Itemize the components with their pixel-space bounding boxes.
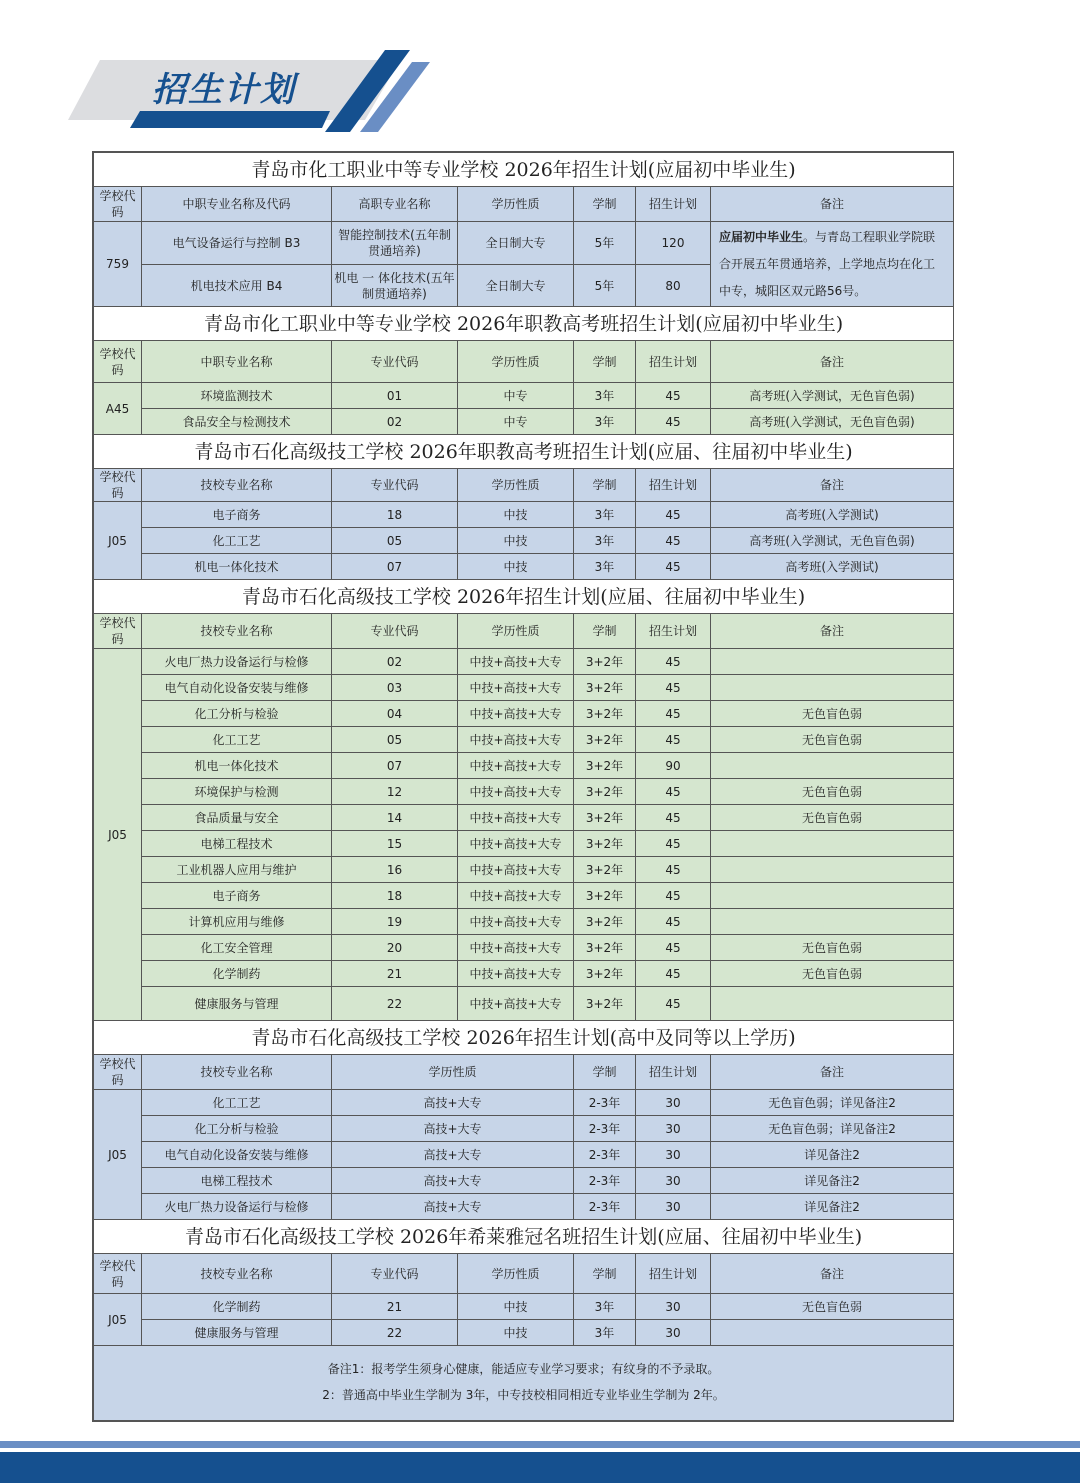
major-code: 14 (332, 805, 458, 831)
plan-count: 80 (636, 265, 711, 307)
major-name: 机电一体化技术 (142, 753, 332, 779)
remark: 无色盲色弱 (711, 779, 954, 805)
plan-count: 45 (636, 383, 711, 409)
major-name: 化工工艺 (142, 528, 332, 554)
duration: 5年 (574, 222, 636, 265)
col-header: 学制 (574, 341, 636, 383)
major-code: 07 (332, 753, 458, 779)
remark: 详见备注2 (711, 1194, 954, 1220)
table-row (94, 222, 954, 265)
major-name: 环境保护与检测 (142, 779, 332, 805)
col-header: 专业代码 (332, 469, 458, 502)
table-row (94, 1090, 954, 1116)
school-code: J05 (94, 1294, 142, 1346)
table-row (94, 701, 954, 727)
duration: 3+2年 (574, 857, 636, 883)
plan-count: 45 (636, 701, 711, 727)
footnotes (94, 1346, 954, 1421)
col-header: 学制 (574, 469, 636, 502)
duration: 3年 (574, 383, 636, 409)
remark (711, 831, 954, 857)
section-1 (94, 153, 954, 307)
plan-count: 45 (636, 554, 711, 580)
major-name: 火电厂热力设备运行与检修 (142, 649, 332, 675)
col-header: 学校代码 (94, 614, 142, 649)
major-code: 18 (332, 883, 458, 909)
higher-major: 智能控制技术(五年制贯通培养) (332, 222, 458, 265)
major-name: 电子商务 (142, 502, 332, 528)
table-row (94, 383, 954, 409)
major-code: 18 (332, 502, 458, 528)
table-row (94, 1320, 954, 1346)
plan-count: 30 (636, 1294, 711, 1320)
section-title: 青岛市化工职业中等专业学校 2026年职教高考班招生计划(应届初中毕业生) (94, 307, 954, 341)
remark: 高考班(入学测试，无色盲色弱) (711, 409, 954, 435)
table-row (94, 857, 954, 883)
major-code: 04 (332, 701, 458, 727)
duration: 3+2年 (574, 935, 636, 961)
duration: 2-3年 (574, 1116, 636, 1142)
major-code: 02 (332, 409, 458, 435)
table-row (94, 1194, 954, 1220)
major-name: 电气设备运行与控制 B3 (142, 222, 332, 265)
remark (711, 857, 954, 883)
duration: 3+2年 (574, 701, 636, 727)
table-row (94, 1142, 954, 1168)
table-row (94, 649, 954, 675)
education-type: 中技+高技+大专 (458, 961, 574, 987)
col-header: 学校代码 (94, 1254, 142, 1294)
col-header: 技校专业名称 (142, 1055, 332, 1090)
remark (711, 675, 954, 701)
plan-count: 45 (636, 779, 711, 805)
duration: 2-3年 (574, 1090, 636, 1116)
plan-count: 45 (636, 805, 711, 831)
col-header: 技校专业名称 (142, 614, 332, 649)
plan-count: 45 (636, 883, 711, 909)
plan-count: 30 (636, 1320, 711, 1346)
remark: 高考班(入学测试) (711, 502, 954, 528)
col-header: 高职专业名称 (332, 187, 458, 222)
education-type: 中技 (458, 1320, 574, 1346)
education-type: 中技+高技+大专 (458, 675, 574, 701)
education-type: 中技+高技+大专 (458, 909, 574, 935)
table-row (94, 502, 954, 528)
col-header: 学制 (574, 1254, 636, 1294)
plan-count: 45 (636, 857, 711, 883)
col-header: 技校专业名称 (142, 469, 332, 502)
education-type: 高技+大专 (332, 1194, 574, 1220)
education-type: 中技+高技+大专 (458, 753, 574, 779)
higher-major: 机电 一 体化技术(五年制贯通培养) (332, 265, 458, 307)
duration: 3+2年 (574, 753, 636, 779)
school-code: J05 (94, 1090, 142, 1220)
major-code: 05 (332, 727, 458, 753)
education-type: 中技+高技+大专 (458, 805, 574, 831)
major-code: 21 (332, 961, 458, 987)
remark (711, 883, 954, 909)
major-code: 07 (332, 554, 458, 580)
col-header: 专业代码 (332, 341, 458, 383)
plan-count: 45 (636, 502, 711, 528)
duration: 3+2年 (574, 779, 636, 805)
major-code: 12 (332, 779, 458, 805)
duration: 3+2年 (574, 675, 636, 701)
major-name: 化工安全管理 (142, 935, 332, 961)
plan-count: 45 (636, 831, 711, 857)
col-header: 中职专业名称 (142, 341, 332, 383)
plan-count: 45 (636, 935, 711, 961)
section-title: 青岛市石化高级技工学校 2026年招生计划(应届、往届初中毕业生) (94, 580, 954, 614)
remark-text: 。与青岛工程职业学院联合开展五年贯通培养，上学地点均在化工中专，城阳区双元路56号。 (719, 229, 936, 298)
col-header: 学校代码 (94, 187, 142, 222)
table-row (94, 987, 954, 1021)
major-code: 22 (332, 987, 458, 1021)
education-type: 中技+高技+大专 (458, 935, 574, 961)
major-code: 22 (332, 1320, 458, 1346)
duration: 3年 (574, 409, 636, 435)
major-code: 21 (332, 1294, 458, 1320)
major-code: 20 (332, 935, 458, 961)
education-type: 中专 (458, 409, 574, 435)
major-name: 电气自动化设备安装与维修 (142, 1142, 332, 1168)
col-header: 中职专业名称及代码 (142, 187, 332, 222)
plan-count: 45 (636, 528, 711, 554)
table-row (94, 961, 954, 987)
school-code: 759 (94, 222, 142, 307)
table-row (94, 1294, 954, 1320)
major-name: 机电技术应用 B4 (142, 265, 332, 307)
major-code: 19 (332, 909, 458, 935)
education-type: 中技+高技+大专 (458, 779, 574, 805)
col-header: 招生计划 (636, 341, 711, 383)
enrollment-table (93, 152, 954, 1421)
table-row (94, 909, 954, 935)
plan-count: 45 (636, 961, 711, 987)
education-type: 高技+大专 (332, 1090, 574, 1116)
remark: 无色盲色弱 (711, 701, 954, 727)
col-header: 备注 (711, 187, 954, 222)
remark (711, 649, 954, 675)
col-header: 学校代码 (94, 1055, 142, 1090)
col-header: 学历性质 (458, 1254, 574, 1294)
duration: 3+2年 (574, 727, 636, 753)
education-type: 中技 (458, 528, 574, 554)
major-name: 化工工艺 (142, 1090, 332, 1116)
col-header: 学校代码 (94, 469, 142, 502)
section-2 (94, 307, 954, 435)
duration: 3+2年 (574, 987, 636, 1021)
col-header: 学校代码 (94, 341, 142, 383)
remark-bold: 应届初中毕业生 (719, 229, 804, 244)
col-header: 招生计划 (636, 614, 711, 649)
remark: 高考班(入学测试) (711, 554, 954, 580)
plan-count: 30 (636, 1116, 711, 1142)
remark: 无色盲色弱 (711, 935, 954, 961)
col-header: 备注 (711, 1254, 954, 1294)
education-type: 中技+高技+大专 (458, 987, 574, 1021)
col-header: 专业代码 (332, 1254, 458, 1294)
remark (711, 1320, 954, 1346)
school-code: A45 (94, 383, 142, 435)
col-header: 学历性质 (458, 187, 574, 222)
remark: 高考班(入学测试，无色盲色弱) (711, 383, 954, 409)
remark: 无色盲色弱 (711, 961, 954, 987)
major-name: 化工分析与检验 (142, 1116, 332, 1142)
major-name: 健康服务与管理 (142, 1320, 332, 1346)
section-5 (94, 1021, 954, 1220)
plan-count: 30 (636, 1142, 711, 1168)
plan-count: 45 (636, 409, 711, 435)
table-row (94, 554, 954, 580)
remark: 无色盲色弱；详见备注2 (711, 1090, 954, 1116)
duration: 2-3年 (574, 1168, 636, 1194)
plan-count: 30 (636, 1168, 711, 1194)
table-row (94, 528, 954, 554)
major-name: 电子商务 (142, 883, 332, 909)
col-header: 招生计划 (636, 1055, 711, 1090)
major-name: 电梯工程技术 (142, 831, 332, 857)
col-header: 招生计划 (636, 469, 711, 502)
plan-count: 30 (636, 1090, 711, 1116)
plan-count: 45 (636, 909, 711, 935)
col-header: 学历性质 (332, 1055, 574, 1090)
duration: 3年 (574, 1294, 636, 1320)
duration: 3+2年 (574, 883, 636, 909)
major-name: 电梯工程技术 (142, 1168, 332, 1194)
education-type: 中技+高技+大专 (458, 831, 574, 857)
col-header: 招生计划 (636, 187, 711, 222)
major-name: 化学制药 (142, 961, 332, 987)
major-code: 05 (332, 528, 458, 554)
major-name: 化学制药 (142, 1294, 332, 1320)
duration: 3+2年 (574, 909, 636, 935)
remark: 无色盲色弱 (711, 727, 954, 753)
remark: 详见备注2 (711, 1142, 954, 1168)
remark (711, 753, 954, 779)
col-header: 学制 (574, 187, 636, 222)
table-row (94, 779, 954, 805)
major-name: 环境监测技术 (142, 383, 332, 409)
major-code: 02 (332, 649, 458, 675)
education-type: 高技+大专 (332, 1142, 574, 1168)
table-row (94, 675, 954, 701)
section-title: 青岛市石化高级技工学校 2026年职教高考班招生计划(应届、往届初中毕业生) (94, 435, 954, 469)
major-name: 健康服务与管理 (142, 987, 332, 1021)
table-row (94, 727, 954, 753)
duration: 3+2年 (574, 805, 636, 831)
table-row (94, 1116, 954, 1142)
duration: 3年 (574, 1320, 636, 1346)
col-header: 备注 (711, 341, 954, 383)
col-header: 备注 (711, 469, 954, 502)
education-type: 高技+大专 (332, 1168, 574, 1194)
education-type: 中专 (458, 383, 574, 409)
plan-count: 30 (636, 1194, 711, 1220)
plan-count: 120 (636, 222, 711, 265)
remark: 无色盲色弱 (711, 1294, 954, 1320)
page-title: 招生计划 (152, 70, 296, 110)
plan-count: 45 (636, 987, 711, 1021)
footnote-2: 2：普通高中毕业生学制为 3年，中专技校相同相近专业毕业生学制为 2年。 (322, 1388, 725, 1402)
remark (711, 987, 954, 1021)
section-title: 青岛市石化高级技工学校 2026年招生计划(高中及同等以上学历) (94, 1021, 954, 1055)
duration: 2-3年 (574, 1142, 636, 1168)
table-row (94, 831, 954, 857)
remark: 无色盲色弱；详见备注2 (711, 1116, 954, 1142)
plan-count: 45 (636, 675, 711, 701)
plan-count: 45 (636, 649, 711, 675)
major-name: 化工工艺 (142, 727, 332, 753)
table-row (94, 805, 954, 831)
remark (711, 222, 954, 307)
section-3 (94, 435, 954, 580)
education-type: 全日制大专 (458, 222, 574, 265)
major-code: 03 (332, 675, 458, 701)
major-code: 01 (332, 383, 458, 409)
col-header: 学制 (574, 614, 636, 649)
col-header: 招生计划 (636, 1254, 711, 1294)
remark: 详见备注2 (711, 1168, 954, 1194)
section-6 (94, 1220, 954, 1421)
education-type: 全日制大专 (458, 265, 574, 307)
section-title: 青岛市石化高级技工学校 2026年希莱雅冠名班招生计划(应届、往届初中毕业生) (94, 1220, 954, 1254)
duration: 2-3年 (574, 1194, 636, 1220)
major-code: 16 (332, 857, 458, 883)
table-row (94, 753, 954, 779)
footnote-1: 备注1：报考学生须身心健康，能适应专业学习要求；有纹身的不予录取。 (327, 1362, 720, 1376)
plan-count: 90 (636, 753, 711, 779)
col-header: 学历性质 (458, 341, 574, 383)
col-header: 学历性质 (458, 469, 574, 502)
school-code: J05 (94, 649, 142, 1021)
table-row (94, 935, 954, 961)
remark (711, 909, 954, 935)
major-name: 工业机器人应用与维护 (142, 857, 332, 883)
education-type: 中技+高技+大专 (458, 857, 574, 883)
footer-stripe-dark (0, 1452, 1080, 1483)
education-type: 中技+高技+大专 (458, 701, 574, 727)
col-header: 专业代码 (332, 614, 458, 649)
col-header: 学制 (574, 1055, 636, 1090)
duration: 3+2年 (574, 649, 636, 675)
table-row (94, 1168, 954, 1194)
col-header: 备注 (711, 1055, 954, 1090)
duration: 3年 (574, 554, 636, 580)
footer-stripe-light (0, 1441, 1080, 1448)
section-4 (94, 580, 954, 1021)
table-row (94, 883, 954, 909)
major-name: 机电一体化技术 (142, 554, 332, 580)
major-name: 化工分析与检验 (142, 701, 332, 727)
major-name: 食品安全与检测技术 (142, 409, 332, 435)
remark: 无色盲色弱 (711, 805, 954, 831)
table-row (94, 409, 954, 435)
col-header: 技校专业名称 (142, 1254, 332, 1294)
education-type: 中技 (458, 554, 574, 580)
major-name: 火电厂热力设备运行与检修 (142, 1194, 332, 1220)
col-header: 备注 (711, 614, 954, 649)
education-type: 中技+高技+大专 (458, 727, 574, 753)
enrollment-sheet (92, 151, 954, 1422)
school-code: J05 (94, 502, 142, 580)
duration: 5年 (574, 265, 636, 307)
duration: 3+2年 (574, 831, 636, 857)
major-code: 15 (332, 831, 458, 857)
education-type: 中技 (458, 502, 574, 528)
education-type: 中技+高技+大专 (458, 883, 574, 909)
section-title: 青岛市化工职业中等专业学校 2026年招生计划(应届初中毕业生) (94, 153, 954, 187)
col-header: 学历性质 (458, 614, 574, 649)
plan-count: 45 (636, 727, 711, 753)
education-type: 中技+高技+大专 (458, 649, 574, 675)
education-type: 中技 (458, 1294, 574, 1320)
major-name: 计算机应用与维修 (142, 909, 332, 935)
remark: 高考班(入学测试，无色盲色弱) (711, 528, 954, 554)
duration: 3+2年 (574, 961, 636, 987)
education-type: 高技+大专 (332, 1116, 574, 1142)
major-name: 电气自动化设备安装与维修 (142, 675, 332, 701)
major-name: 食品质量与安全 (142, 805, 332, 831)
duration: 3年 (574, 502, 636, 528)
duration: 3年 (574, 528, 636, 554)
